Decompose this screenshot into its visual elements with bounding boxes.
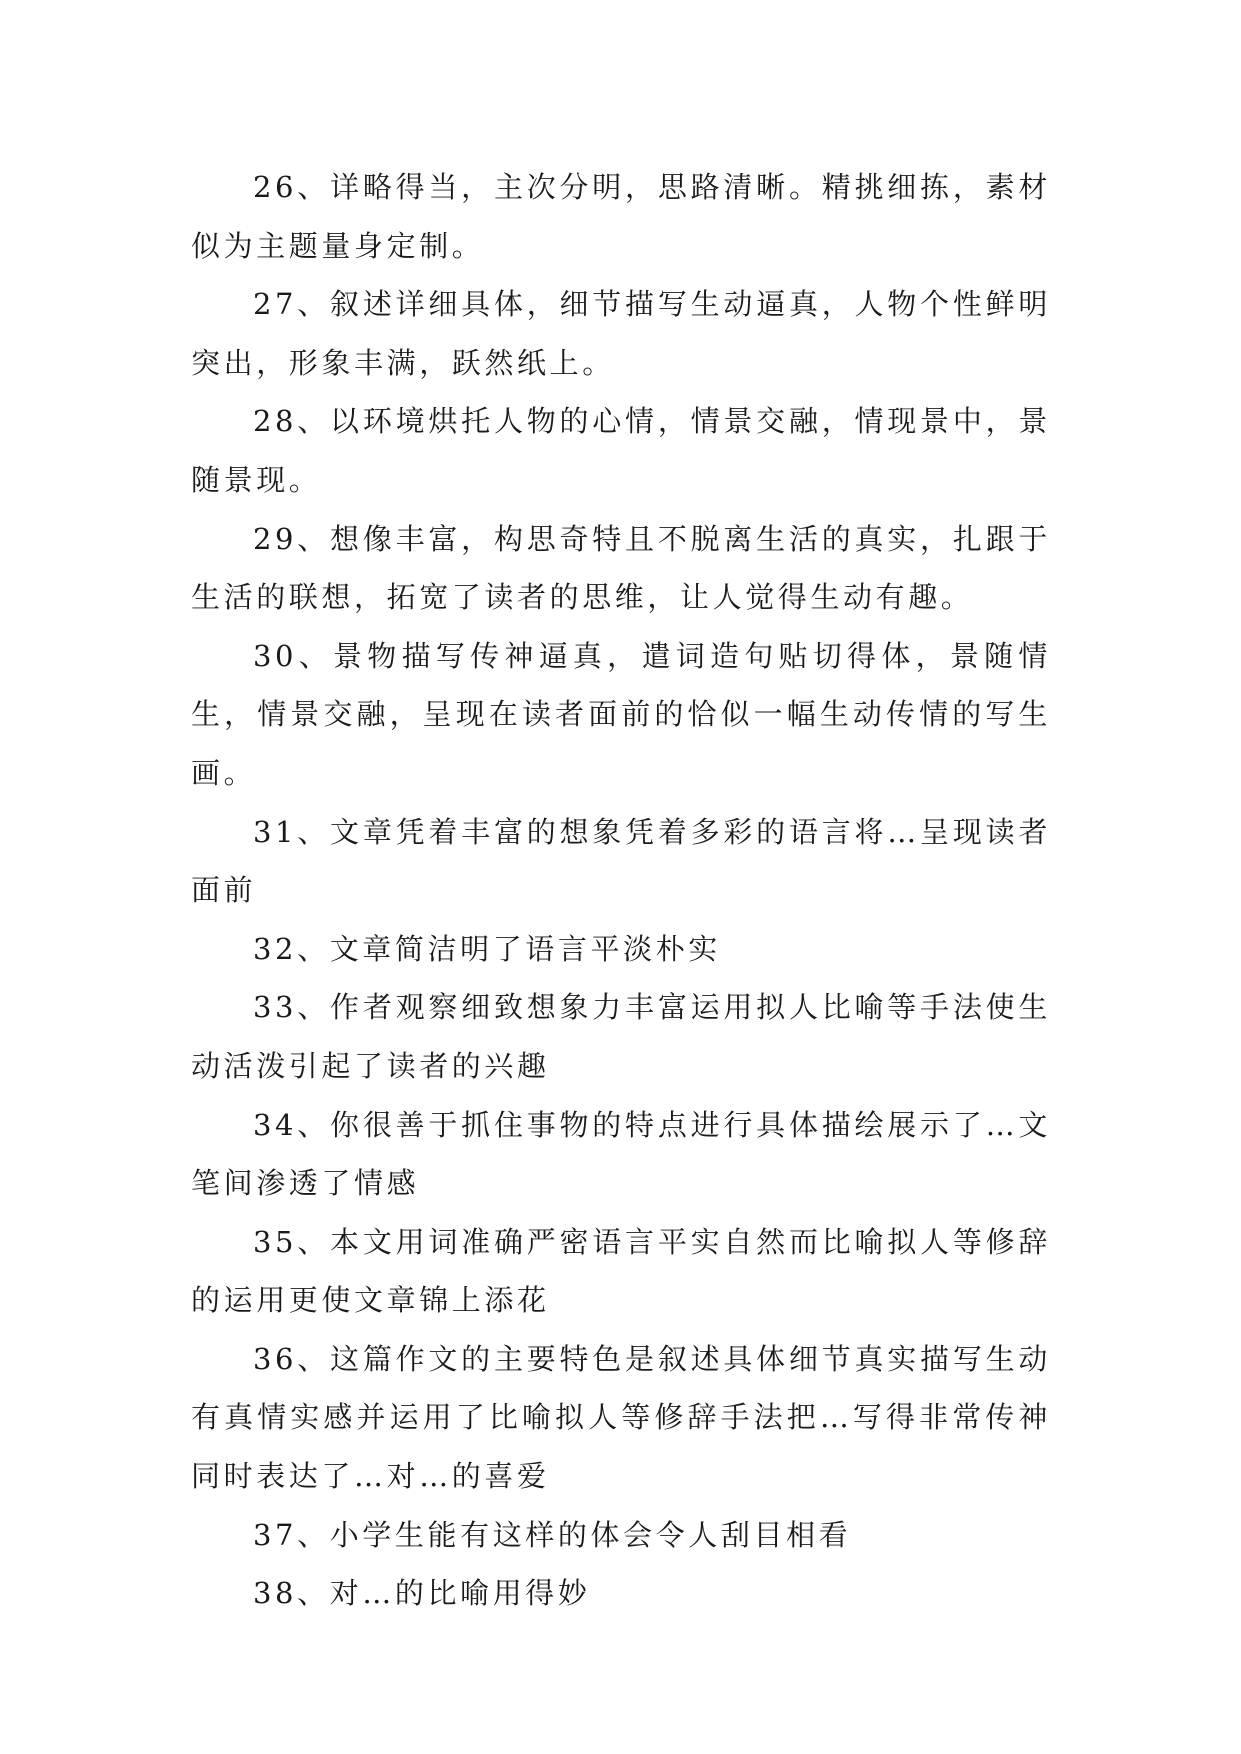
paragraph-34: 34、你很善于抓住事物的特点进行具体描绘展示了…文笔间渗透了情感 [191,1107,1051,1201]
paragraph-35: 35、本文用词准确严密语言平实自然而比喻拟人等修辞的运用更使文章锦上添花 [191,1224,1051,1318]
paragraph-37: 37、小学生能有这样的体会令人刮目相看 [253,1517,852,1552]
paragraph-30: 30、景物描写传神逼真，遣词造句贴切得体，景随情生，情景交融，呈现在读者面前的恰似一幅生动传情的写生画。 [191,638,1051,790]
paragraph-27: 27、叙述详细具体，细节描写生动逼真，人物个性鲜明突出，形象丰满，跃然纸上。 [191,287,1051,380]
paragraph-33: 33、作者观察细致想象力丰富运用拟人比喻等手法使生动活泼引起了读者的兴趣 [191,990,1051,1083]
paragraph-29: 29、想像丰富，构思奇特且不脱离生活的真实，扎跟于生活的联想，拓宽了读者的思维，让人觉得生动有趣。 [191,521,1051,615]
document-body [191,158,1051,1623]
paragraph-32: 32、文章简洁明了语言平淡朴实 [253,931,721,966]
paragraph-28: 28、以环境烘托人物的心情，情景交融，情现景中，景随景现。 [191,404,1051,497]
paragraph-38: 38、对…的比喻用得妙 [253,1576,591,1611]
paragraph-26: 26、详略得当，主次分明，思路清晰。精挑细拣，素材似为主题量身定制。 [191,170,1051,263]
paragraph-31: 31、文章凭着丰富的想象凭着多彩的语言将…呈现读者面前 [191,814,1051,908]
paragraph-36: 36、这篇作文的主要特色是叙述具体细节真实描写生动有真情实感并运用了比喻拟人等修辞手法把…写得非常传神同时表达了…对…的喜爱 [191,1341,1051,1494]
